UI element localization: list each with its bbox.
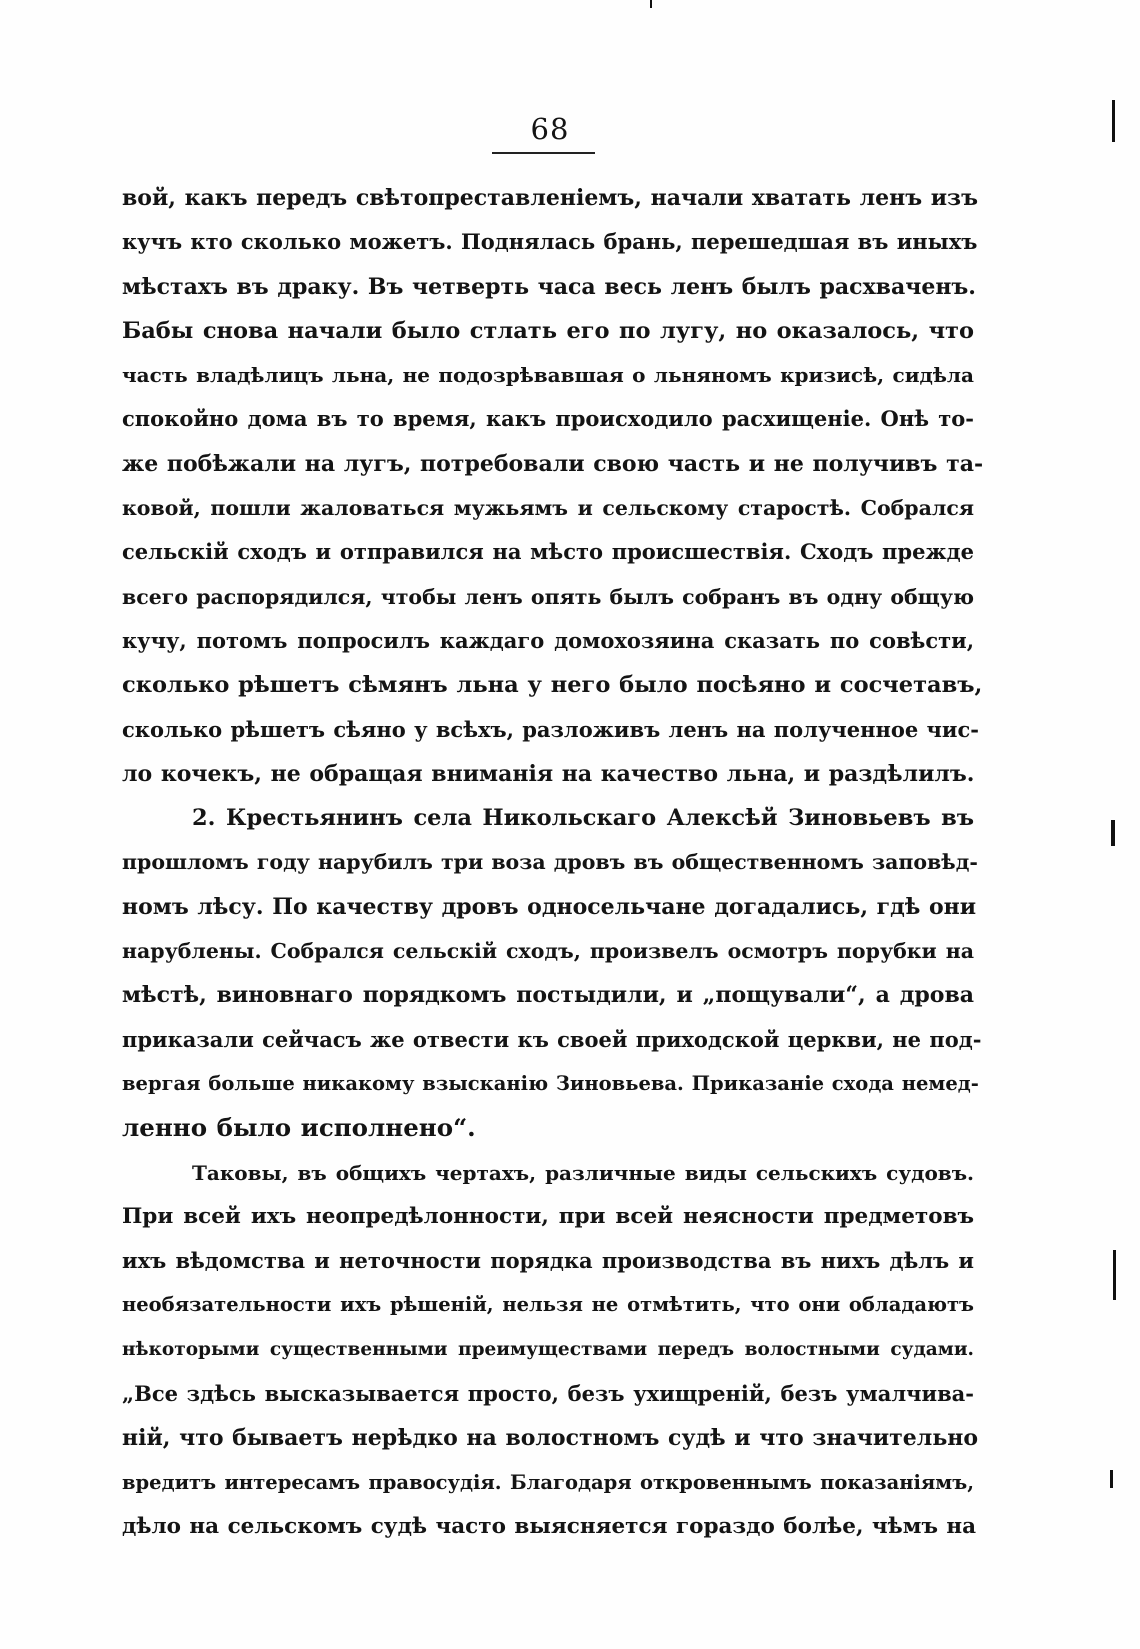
text-line: ковой, пошли жаловаться мужьямъ и сельскому старостѣ. Собрался (122, 496, 974, 521)
scan-artifact-mark (1113, 1250, 1116, 1300)
text-line: нѣкоторыми существенными преимуществами передъ волостными судами. (122, 1338, 974, 1360)
paragraph-start-line: 2. Крестьянинъ села Никольскаго Алексѣй Зиновьевъ въ (192, 805, 974, 832)
text-line: номъ лѣсу. По качеству дровъ односельчане догадались, гдѣ они (122, 893, 977, 920)
text-line: кучъ кто сколько можетъ. Поднялась брань, перешедшая въ иныхъ (122, 229, 978, 255)
text-line: спокойно дома въ то время, какъ происходило расхищеніе. Онѣ то- (122, 406, 974, 432)
scan-artifact-mark (650, 0, 652, 8)
text-line: мѣстахъ въ драку. Въ четверть часа весь ленъ былъ расхваченъ. (122, 273, 976, 300)
text-line: сколько рѣшетъ сѣяно у всѣхъ, разложивъ ленъ на полученное чис- (122, 716, 979, 742)
paragraph-start-line: Таковы, въ общихъ чертахъ, различные виды сельскихъ судовъ. (192, 1160, 974, 1185)
scan-artifact-mark (1110, 1470, 1113, 1488)
text-line: При всей ихъ неопредѣлонности, при всей неясности предметовъ (122, 1203, 974, 1229)
text-line: кучу, потомъ попросилъ каждаго домохозяина сказать по совѣсти, (122, 627, 974, 653)
body-text (122, 176, 984, 1549)
text-line: ленно было исполнено“. (122, 1113, 476, 1143)
text-line: часть владѣлицъ льна, не подозрѣвавшая о льняномъ кризисѣ, сидѣла (122, 363, 974, 388)
text-line: же побѣжали на лугъ, потребовали свою часть и не получивъ та- (122, 450, 984, 477)
text-line: сколько рѣшетъ сѣмянъ льна у него было посѣяно и сосчетавъ, (122, 672, 983, 699)
scan-artifact-mark (1112, 100, 1115, 142)
text-line: сельскій сходъ и отправился на мѣсто происшествія. Сходъ прежде (122, 539, 974, 565)
page-number-rule (492, 152, 595, 154)
text-line: ло кочекъ, не обращая вниманія на качество льна, и раздѣлилъ. (122, 760, 975, 787)
text-line: мѣстѣ, виновнаго порядкомъ постыдили, и „пощували“, а дрова (122, 982, 974, 1009)
text-line: нарублены. Собрался сельскій сходъ, произвелъ осмотръ порубки на (122, 939, 974, 964)
text-line: всего распорядился, чтобы ленъ опять былъ собранъ въ одну общую (122, 584, 974, 609)
text-line: вергая больше никакому взысканію Зиновьева. Приказаніе схода немед- (122, 1071, 979, 1095)
text-line: прошломъ году нарубилъ три воза дровъ въ общественномъ заповѣд- (122, 850, 978, 875)
text-line: дѣло на сельскомъ судѣ часто выясняется гораздо болѣе, чѣмъ на (122, 1513, 977, 1539)
text-line: вой, какъ передъ свѣтопреставленіемъ, начали хватать ленъ изъ (122, 185, 978, 211)
text-line: вредитъ интересамъ правосудія. Благодаря откровеннымъ показаніямъ, (122, 1470, 974, 1494)
text-line: ній, что бываетъ нерѣдко на волостномъ судѣ и что значительно (122, 1425, 979, 1452)
text-line: ихъ вѣдомства и неточности порядка производства въ нихъ дѣлъ и (122, 1248, 974, 1274)
scan-artifact-mark (1111, 820, 1115, 846)
text-line: Бабы снова начали было стлать его по лугу, но оказалось, что (122, 317, 974, 344)
text-line: „Все здѣсь высказывается просто, безъ ухищреній, безъ умалчива- (122, 1381, 974, 1407)
page-number: 68 (530, 112, 570, 146)
text-line: необязательности ихъ рѣшеній, нельзя не отмѣтить, что они обладаютъ (122, 1293, 974, 1317)
text-line: приказали сейчасъ же отвести къ своей приходской церкви, не под- (122, 1026, 982, 1052)
